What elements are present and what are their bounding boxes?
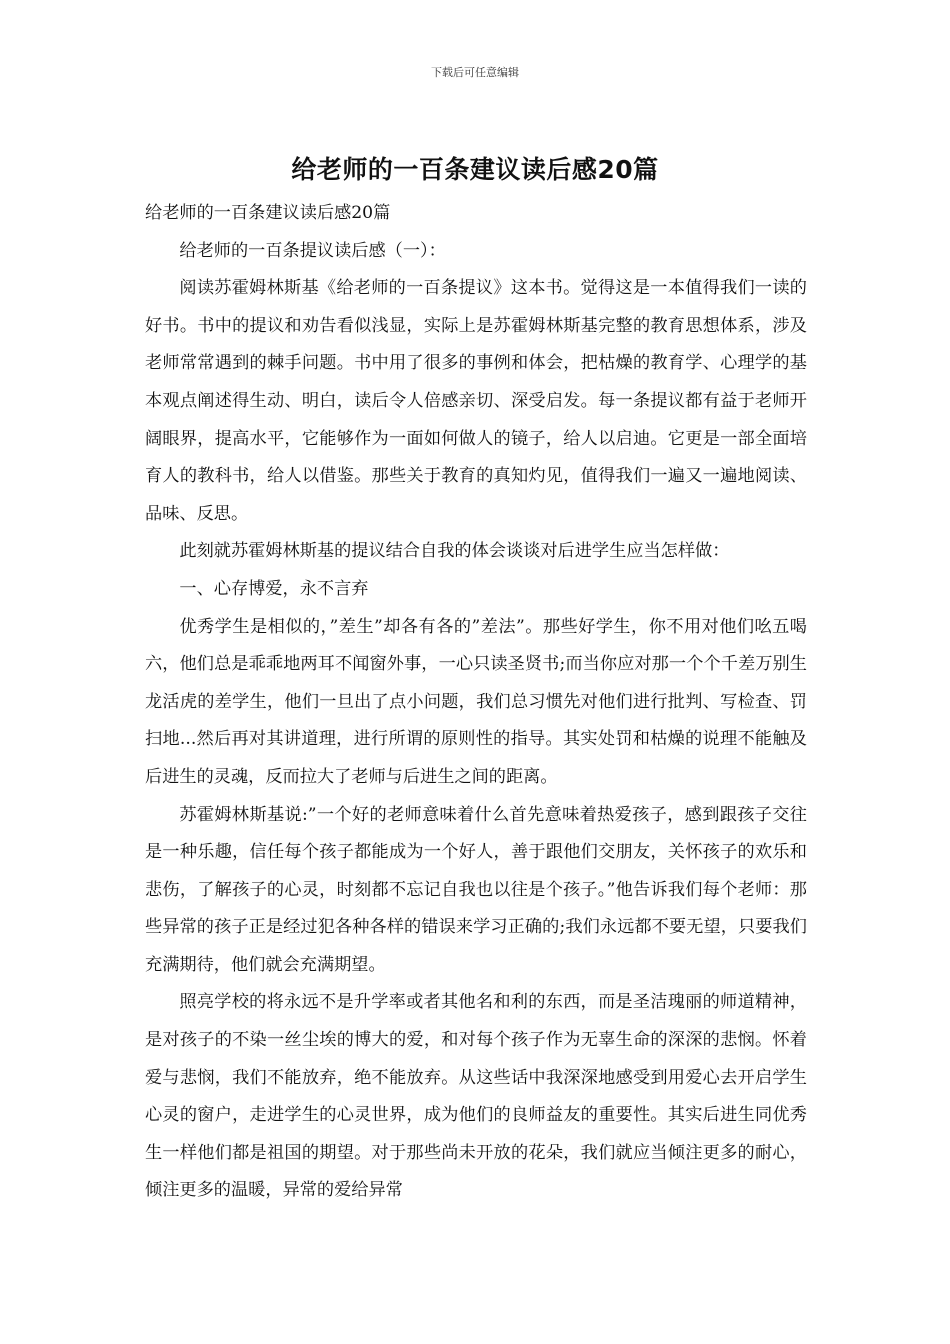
document-subtitle: 给老师的一百条建议读后感20篇: [145, 203, 391, 223]
paragraph-section-heading: 给老师的一百条提议读后感（一）：: [179, 240, 446, 261]
paragraph: 照亮学校的将永远不是升学率或者其他名和利的东西，而是圣洁瑰丽的师道精神，是对孩子的不染一丝尘埃的博大的爱，和对每个孩子作为无辜生命的深深的悲悯。怀着爱与悲悯，我们不能放弃，绝不能放弃。从这些话中我深深地感受到用爱心去开启学生心灵的窗户，走进学生的心灵世界，成为他们的良师益友的重要性。其实后进生同优秀生一样他们都是祖国的期望。对于那些尚未开放的花朵，我们就应当倾注更多的耐心，倾注更多的温暖，异常的爱给异常: [145, 992, 807, 1201]
page-header: 下载后可任意编辑: [431, 66, 519, 79]
paragraph: 阅读苏霍姆林斯基《给老师的一百条提议》这本书。觉得这是一本值得我们一读的好书。书中的提议和劝告看似浅显，实际上是苏霍姆林斯基完整的教育思想体系，涉及老师常常遇到的棘手问题。书中用了很多的事例和体会，把枯燥的教育学、心理学的基本观点阐述得生动、明白，读后令人倍感亲切、深受启发。每一条提议都有益于老师开阔眼界，提高水平，它能够作为一面如何做人的镜子，给人以启迪。它更是一部全面培育人的教科书，给人以借鉴。那些关于教育的真知灼见，值得我们一遍又一遍地阅读、品味、反思。: [145, 278, 807, 524]
paragraph: 苏霍姆林斯基说:”一个好的老师意味着什么首先意味着热爱孩子，感到跟孩子交往是一种乐趣，信任每个孩子都能成为一个好人，善于跟他们交朋友，关怀孩子的欢乐和悲伤，了解孩子的心灵，时刻都不忘记自我也以往是个孩子。”他告诉我们每个老师：那些异常的孩子正是经过犯各种各样的错误来学习正确的;我们永远都不要无望，只要我们充满期待，他们就会充满期望。: [145, 804, 807, 975]
paragraph: 此刻就苏霍姆林斯基的提议结合自我的体会谈谈对后进学生应当怎样做：: [179, 541, 730, 562]
paragraph-subheading: 一、心存博爱，永不言弃: [179, 578, 369, 599]
document-body: [145, 195, 807, 1210]
paragraph: 优秀学生是相似的，”差生”却各有各的”差法”。那些好学生，你不用对他们吆五喝六，他们总是乖乖地两耳不闻窗外事，一心只读圣贤书;而当你应对那一个个千差万别生龙活虎的差学生，他们一旦出了点小问题，我们总习惯先对他们进行批判、写检查、罚扫地...然后再对其讲道理，进行所谓的原则性的指导。其实处罚和枯燥的说理不能触及后进生的灵魂，反而拉大了老师与后进生之间的距离。: [145, 616, 807, 787]
document-title: 给老师的一百条建议读后感20篇: [291, 155, 659, 184]
